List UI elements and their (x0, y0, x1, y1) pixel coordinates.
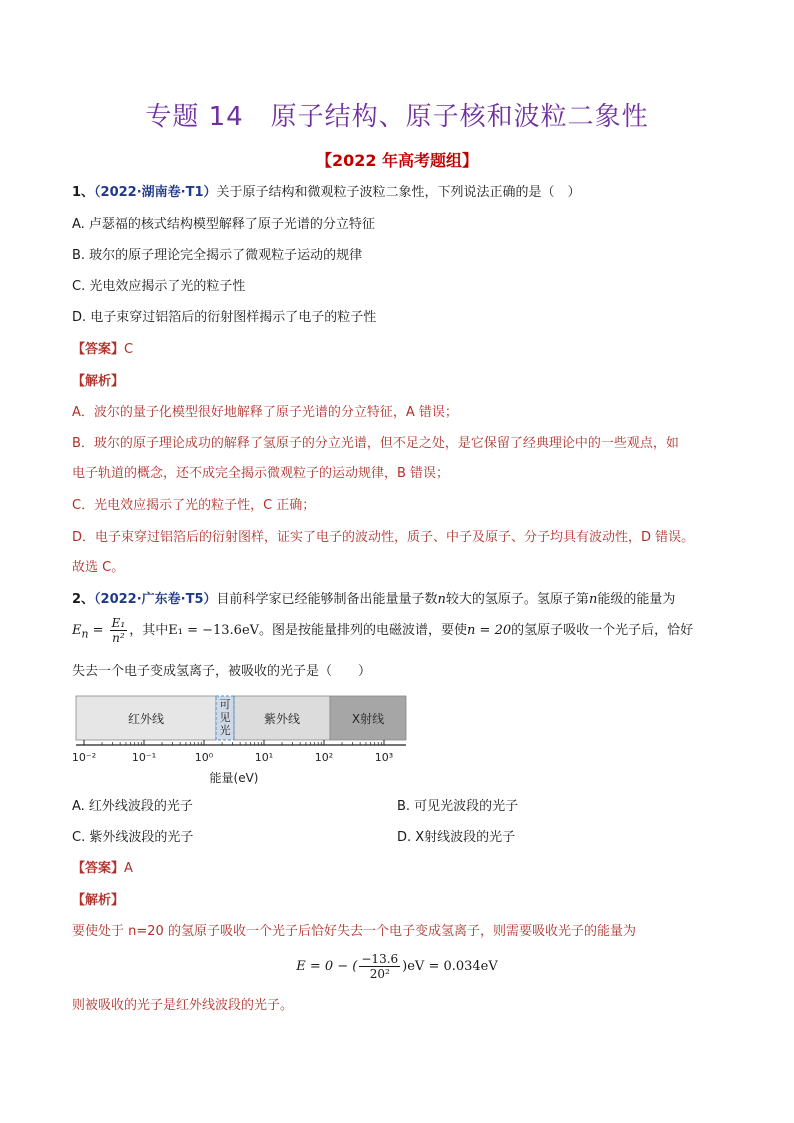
q2-stem-line-3: 失去一个电子变成氢离子，被吸收的光子是（ ） (72, 664, 372, 679)
q2-option-b: B. 可见光波段的光子 (397, 799, 519, 814)
q1-analysis-line: A．波尔的量子化模型很好地解释了原子光谱的分立特征，A 错误； (72, 405, 458, 420)
q2-stem-line-1 (72, 590, 675, 610)
q2-analysis-line: 则被吸收的光子是红外线波段的光子。 (72, 998, 294, 1013)
q2-answer-label: 【答案】 (72, 861, 125, 876)
em-spectrum-figure (70, 688, 415, 788)
equation-fraction (359, 952, 400, 981)
q2-option-c: C. 紫外线波段的光子 (72, 830, 194, 845)
q2-source: （2022·广东卷·T5） (94, 592, 217, 607)
equation-right: )eV = 0.034eV (402, 959, 498, 974)
q1-option-a: A. 卢瑟福的核式结构模型解释了原子光谱的分立特征 (72, 217, 375, 232)
q1-analysis-line: 故选 C。 (72, 560, 125, 575)
q1-answer-line (72, 340, 133, 360)
q1-analysis-line: 电子轨道的概念，还不成完全揭示微观粒子的运动规律，B 错误； (72, 466, 450, 481)
band-label-xray: X射线 (351, 712, 385, 726)
q2-variable-n: n (437, 592, 446, 607)
q2-stem-text: 的氢原子吸收一个光子后，恰好 (511, 623, 694, 638)
q2-stem-text: 较大的氢原子。氢原子第 (445, 592, 589, 607)
q1-number: 1、 (72, 185, 95, 200)
formula-lhs: E (72, 623, 82, 638)
q2-stem-text: 。图是按能量排列的电磁波谱，要使 (259, 623, 468, 638)
q2-stem-text: ，其中 (129, 623, 169, 638)
q2-analysis-line: 要使处于 n=20 的氢原子吸收一个光子后恰好失去一个电子变成氢离子，则需要吸收光子的能量为 (72, 924, 636, 939)
axis-tick-label: 10² (314, 751, 334, 764)
axis-label: 能量(eV) (209, 771, 259, 785)
q1-source: （2022·湖南卷·T1） (94, 185, 217, 200)
q1-answer-label: 【答案】 (72, 342, 125, 357)
q1-analysis-line: B．玻尔的原子理论成功的解释了氢原子的分立光谱，但不足之处，是它保留了经典理论中的一些观点，如 (72, 436, 679, 451)
q2-option-d: D. X射线波段的光子 (397, 830, 516, 845)
axis-tick-label: 10⁻² (71, 751, 97, 764)
q2-number: 2、 (72, 592, 95, 607)
axis-tick-label: 10⁰ (194, 751, 214, 764)
axis-tick-label: 10³ (374, 751, 394, 764)
page-subtitle: 【2022 年高考题组】 (315, 151, 479, 170)
axis-ticks (72, 740, 393, 764)
equation-denominator: 20² (369, 967, 390, 981)
axis-tick-label: 10¹ (254, 751, 274, 764)
fraction-numerator: E₁ (111, 616, 126, 630)
q2-stem-line-2: $E_n$ = $\frac{\text{E₁}}{\text{n²}}$ ，其中E₁ = −13.6eV。图是按能量排列的电磁波谱，要使n = 20的氢原子吸收一个光子后，恰好 (72, 616, 694, 645)
q1-analysis-line: C．光电效应揭示了光的粒子性，C 正确； (72, 498, 316, 513)
equation-left: E = 0 − ( (296, 959, 358, 974)
e1-value: E₁ = −13.6eV (168, 623, 260, 638)
equation-numerator: −13.6 (361, 952, 399, 966)
q2-variable-n: n (588, 592, 598, 607)
q1-stem: 关于原子结构和微观粒子波粒二象性，下列说法正确的是（ ） (216, 185, 581, 200)
q1-option-c: C. 光电效应揭示了光的粒子性 (72, 279, 246, 294)
q1-stem-line (72, 183, 581, 203)
n-equals: n = 20 (467, 623, 512, 638)
q1-option-d: D. 电子束穿过铝箔后的衍射图样揭示了电子的粒子性 (72, 310, 377, 325)
q2-stem-text: 能级的能量为 (597, 592, 676, 607)
energy-fraction (110, 616, 128, 645)
q1-option-b: B. 玻尔的原子理论完全揭示了微观粒子运动的规律 (72, 248, 363, 263)
q1-answer-value: C (124, 342, 134, 357)
band-label-visible: 可见光 (219, 698, 231, 737)
q2-stem-text: 目前科学家已经能够制备出能量量子数 (216, 592, 438, 607)
fraction-denominator: n² (112, 631, 125, 645)
axis-tick-label: 10⁻¹ (131, 751, 157, 764)
q1-analysis-label: 【解析】 (72, 374, 125, 389)
band-label-ultraviolet: 紫外线 (263, 712, 301, 726)
energy-equation (0, 948, 794, 986)
page-title: 专题 14 原子结构、原子核和波粒二象性 (145, 102, 649, 132)
band-label-infrared: 红外线 (127, 712, 165, 726)
q2-answer-line (72, 859, 133, 879)
q2-analysis-label: 【解析】 (72, 893, 125, 908)
q2-option-a: A. 红外线波段的光子 (72, 799, 193, 814)
q1-analysis-line: D．电子束穿过铝箔后的衍射图样，证实了电子的波动性，质子、中子及原子、分子均具有波动性，D 错误。 (72, 530, 695, 545)
q2-answer-value: A (124, 861, 133, 876)
formula-subscript: n (81, 627, 89, 641)
